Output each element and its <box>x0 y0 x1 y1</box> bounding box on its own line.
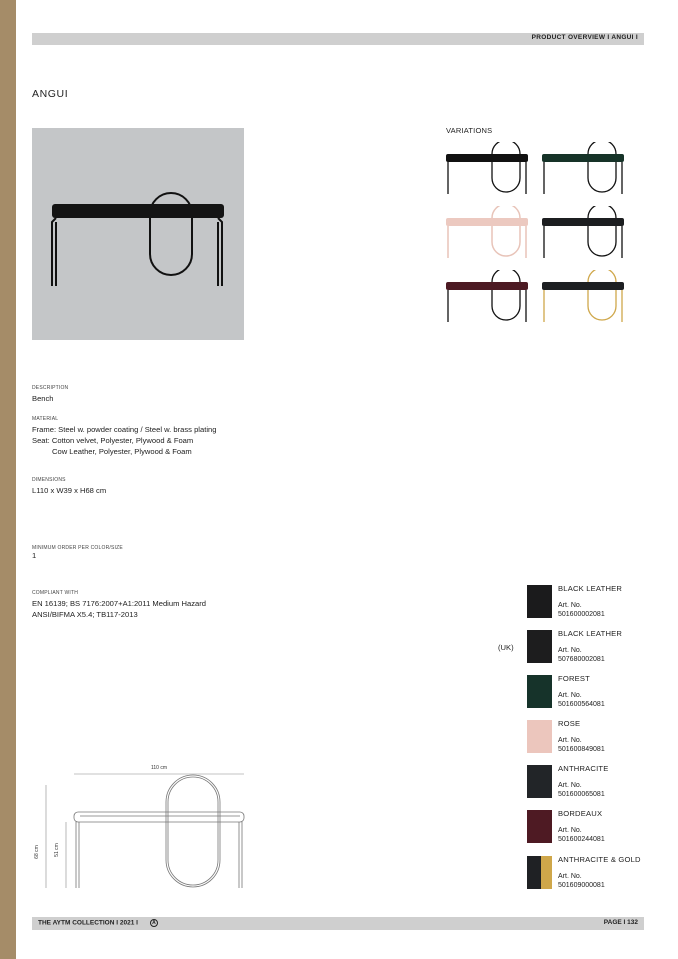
variant-art: Art. No. 507680002081 <box>558 647 605 663</box>
width-dimension-label: 110 cm <box>150 765 168 771</box>
variant-row <box>527 810 657 850</box>
swatch <box>527 810 552 843</box>
variant-name: ROSE <box>558 719 581 728</box>
dimension-drawing <box>30 760 250 895</box>
variations-label: VARIATIONS <box>446 126 493 135</box>
variant-name: BLACK LEATHER <box>558 629 623 638</box>
material-line-2: Seat: Cotton velvet, Polyester, Plywood & Foam <box>32 436 194 445</box>
header-bar <box>32 33 644 45</box>
brand-logo-icon: A <box>150 919 158 927</box>
swatch <box>527 765 552 798</box>
variant-art: Art. No. 501600065081 <box>558 782 605 798</box>
min-order-value: 1 <box>32 551 37 560</box>
variant-row <box>527 630 657 670</box>
variant-art: Art. No. 501600244081 <box>558 827 605 843</box>
compliant-block <box>32 589 206 620</box>
material-label: MATERIAL <box>32 416 59 422</box>
variant-art: Art. No. 501600564081 <box>558 692 605 708</box>
product-title: ANGUI <box>32 88 69 100</box>
swatch <box>527 720 552 753</box>
compliant-line-1: EN 16139; BS 7176:2007+A1:2011 Medium Hazard <box>32 599 206 608</box>
compliant-label: COMPLIANT WITH <box>32 590 79 596</box>
variant-art: Art. No. 501609000081 <box>558 873 605 889</box>
variant-art: Art. No. 501600002081 <box>558 602 605 618</box>
swatch <box>527 585 552 618</box>
variation-thumb-bordeaux <box>444 270 529 330</box>
footer-page: PAGE I 132 <box>603 919 638 926</box>
variant-name: FOREST <box>558 674 590 683</box>
material-line-3: Cow Leather, Polyester, Plywood & Foam <box>52 447 192 456</box>
compliant-line-2: ANSI/BIFMA X5.4; TB117-2013 <box>32 610 138 619</box>
dimensions-block <box>32 476 106 496</box>
variation-thumb-anthracite <box>540 206 625 266</box>
swatch <box>527 630 552 663</box>
variation-thumb-rose <box>444 206 529 266</box>
hero-image <box>32 128 244 340</box>
seat-dimension-label: 51 cm <box>54 843 60 857</box>
variation-thumb-forest <box>540 142 625 202</box>
header-text: PRODUCT OVERVIEW I ANGUI I <box>531 34 638 41</box>
variant-row <box>527 585 657 625</box>
height-dimension-label: 68 cm <box>34 845 40 859</box>
footer-collection: THE AYTM COLLECTION I 2021 I A <box>38 919 158 927</box>
variant-art: Art. No. 501600849081 <box>558 737 605 753</box>
footer-bar <box>32 917 644 930</box>
variant-row <box>527 856 657 896</box>
variant-name: BORDEAUX <box>558 809 603 818</box>
description-block <box>32 384 68 404</box>
variant-name: ANTHRACITE <box>558 764 609 773</box>
swatch-split <box>527 856 552 889</box>
dimensions-label: DIMENSIONS <box>32 477 66 483</box>
variant-row <box>527 675 657 715</box>
variant-name: BLACK LEATHER <box>558 584 623 593</box>
min-order-block <box>32 544 123 561</box>
variation-thumb-anthracite-gold <box>540 270 625 330</box>
variant-row <box>527 720 657 760</box>
dimensions-value: L110 x W39 x H68 cm <box>32 486 107 495</box>
material-block <box>32 415 216 457</box>
swatch <box>527 675 552 708</box>
variant-row <box>527 765 657 805</box>
bench-hero-illustration <box>32 128 244 340</box>
page-spine <box>0 0 16 959</box>
description-label: DESCRIPTION <box>32 385 69 391</box>
variant-name: ANTHRACITE & GOLD <box>558 855 641 864</box>
material-line-1: Frame: Steel w. powder coating / Steel w. brass plating <box>32 425 217 434</box>
variation-thumb-black <box>444 142 529 202</box>
uk-label: (UK) <box>498 643 514 652</box>
description-value: Bench <box>32 394 54 403</box>
min-order-label: MINIMUM ORDER PER COLOR/SIZE <box>32 545 123 551</box>
